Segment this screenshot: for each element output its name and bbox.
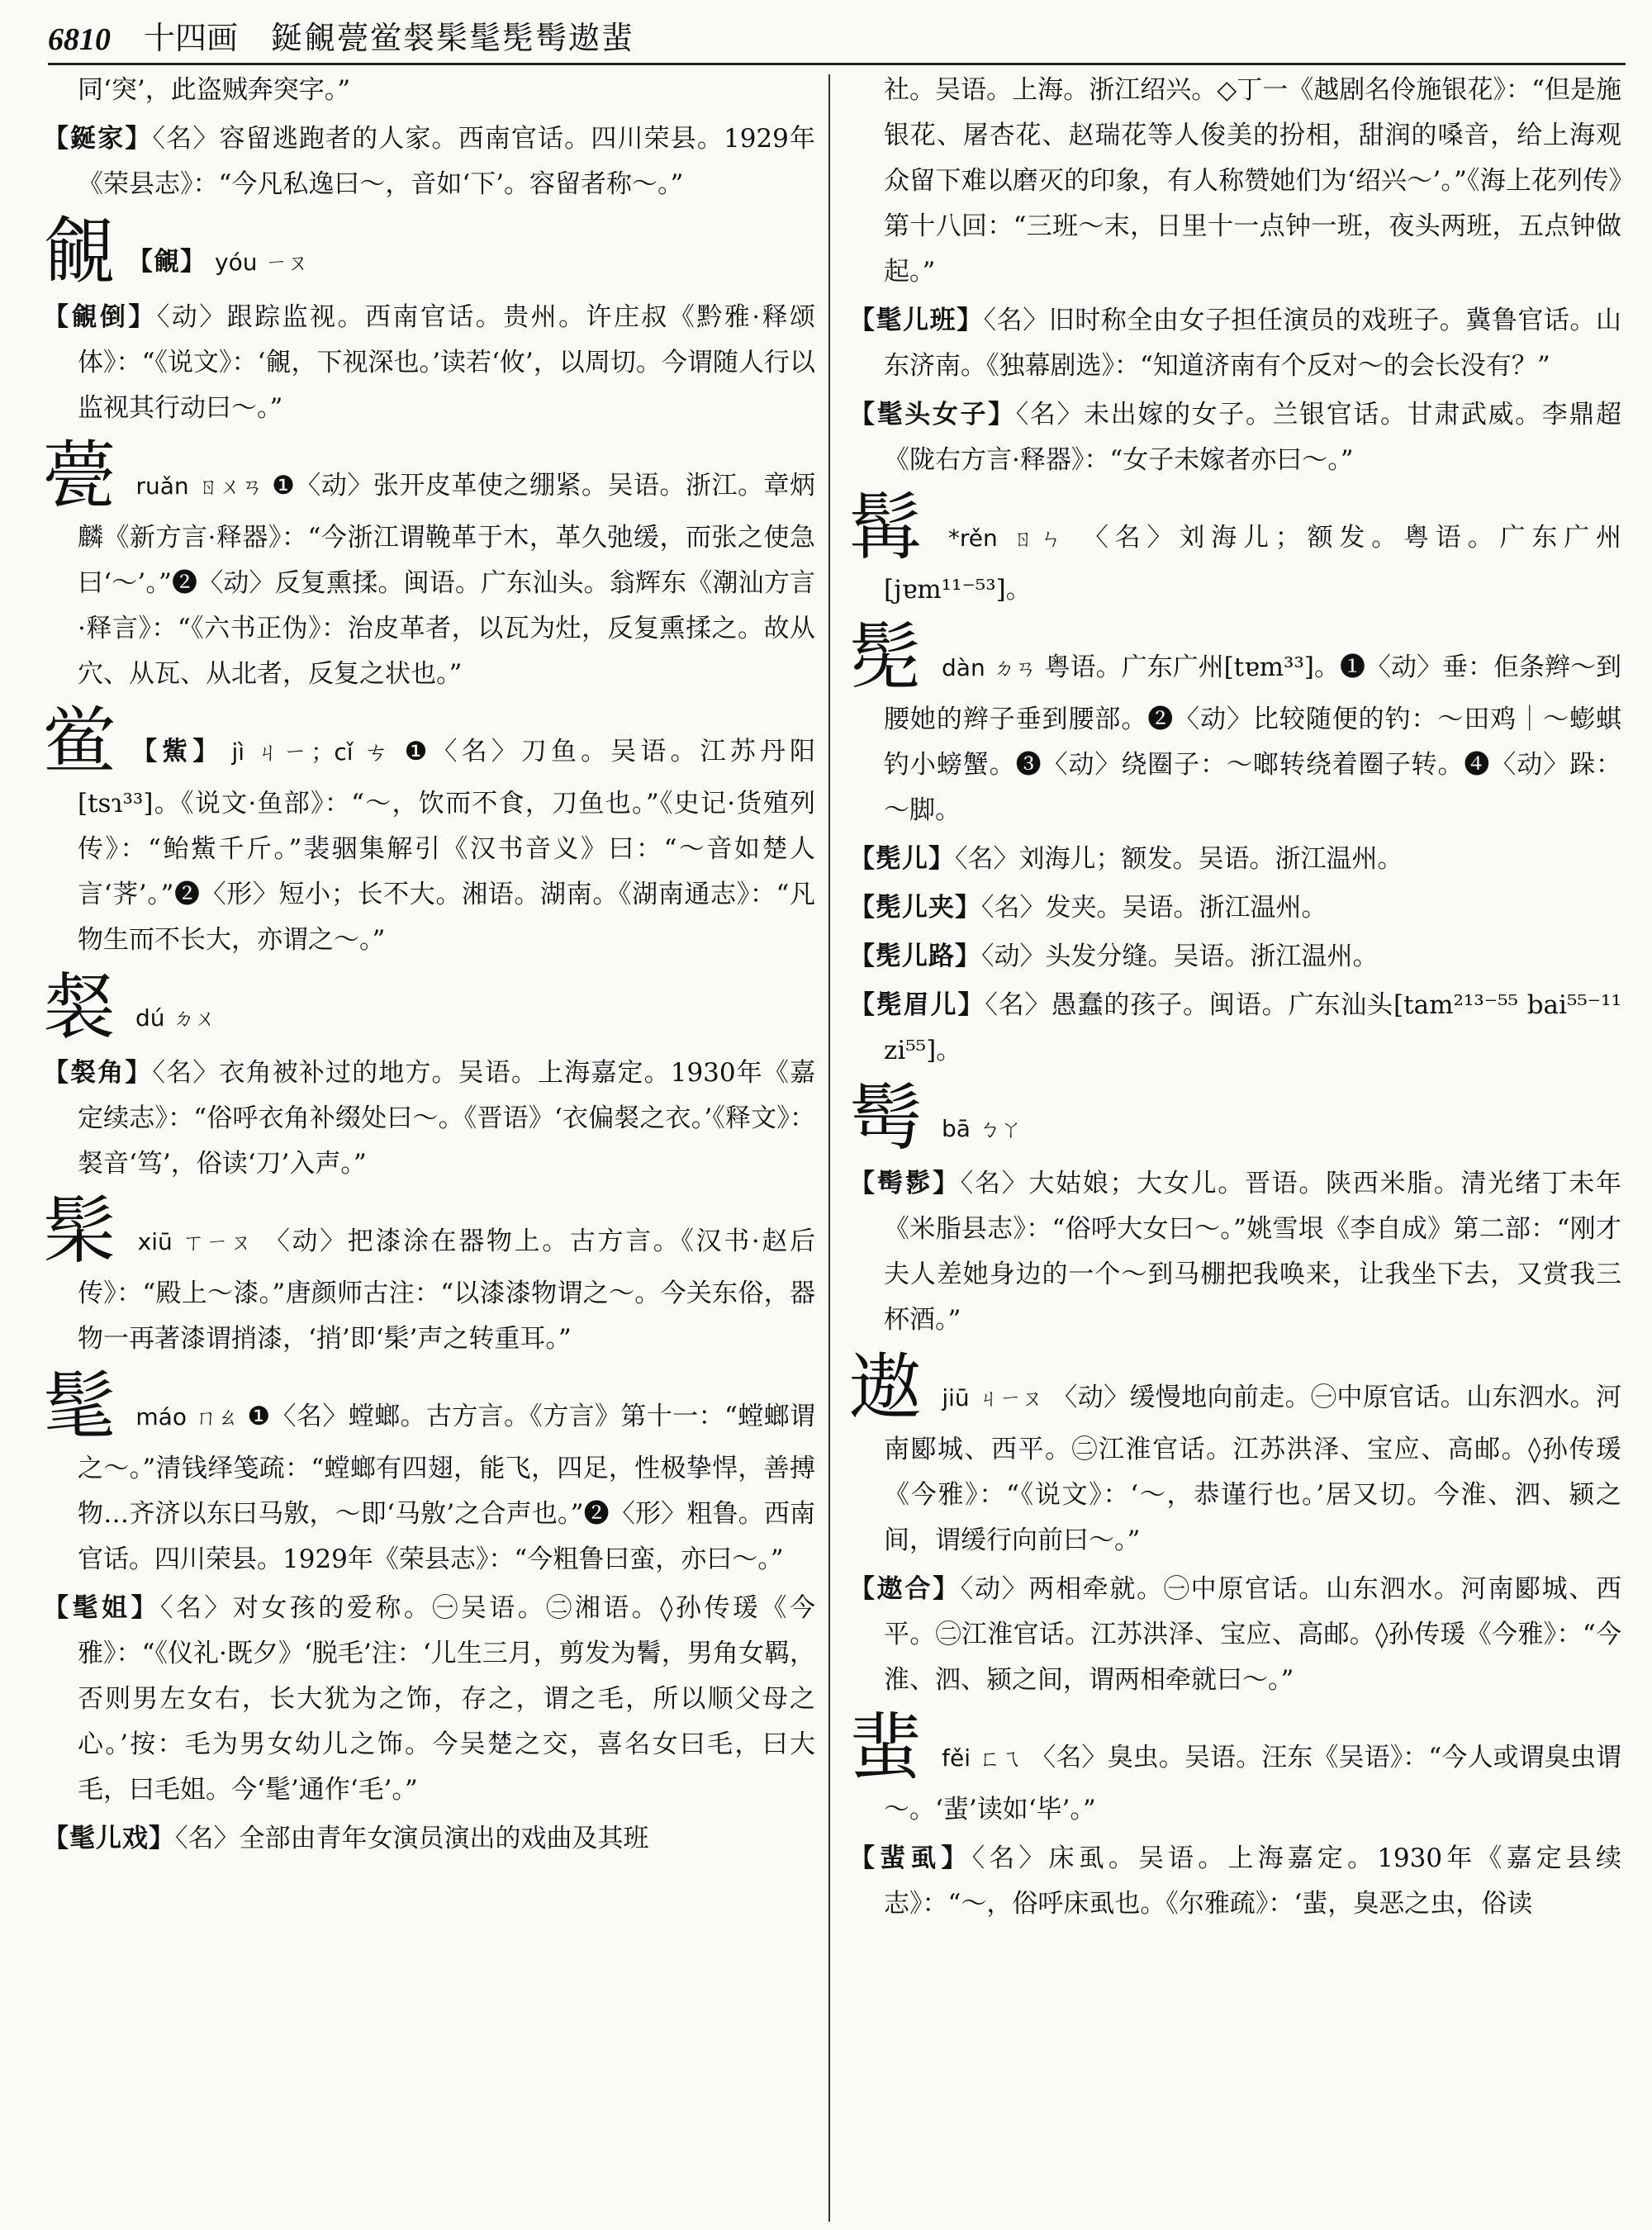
entry [849, 983, 1621, 1074]
entry-headword: 【髧儿路】 [849, 942, 981, 971]
continued-text: 社。吴语。上海。浙江绍兴。◇丁一《越剧名伶施银花》：“但是施银花、屠杏花、赵瑞花等人俊美的扮相，甜润的嗓音，给上海观众留下难以磨灭的印象，有人称赞她们为‘绍兴～’。”《海上花列传》第十八回：“三班～末，日里十一点钟一班，夜头两班，五点钟做起。” [884, 75, 1621, 287]
pinyin: *rěn [947, 524, 998, 552]
definition: 〈名〉刘海儿；额发。粤语。广东广州[jɐm¹¹⁻⁵³]。 [884, 523, 1621, 605]
headword-character: 蜚 [849, 1705, 923, 1790]
character-entry [849, 614, 1621, 833]
pinyin: fěi [942, 1744, 971, 1772]
character-entry [849, 1075, 1621, 1160]
page-header [48, 12, 1626, 65]
entry-body: 〈动〉头发分缝。吴语。浙江温州。 [981, 942, 1379, 971]
stroke-section: 十四画 [144, 20, 239, 56]
entry-headword: 【髦儿戏】 [43, 1824, 175, 1853]
headword-character: 鲎 [43, 699, 121, 784]
pinyin: dú [135, 1004, 165, 1032]
zhuyin: ㄈㄟ [978, 1747, 1023, 1772]
definition: 〈动〉缓慢地向前走。㊀中原官话。山东泗水。河南郾城、西平。㊁江淮官话。江苏洪泽、宝应、高邮。◊孙传瑗《今雅》：“《说文》：‘～，恭谨行也。’居又切。今淮、泗、颍之间，谓缓行向前曰～。” [884, 1383, 1621, 1555]
traditional-form: 【覦】 [127, 247, 207, 277]
entry-headword: 【髧儿夹】 [849, 893, 981, 923]
left-column [43, 68, 815, 2215]
entry-body: 〈名〉大姑娘；大女儿。晋语。陕西米脂。清光绪丁未年《米脂县志》：“俗呼大女曰～。”姚雪垠《李自成》第二部：“刚才夫人差她身边的一个～到马棚把我唤来，让我坐下去，又赏我三杯酒。” [884, 1169, 1621, 1335]
character-entry [43, 1364, 815, 1582]
headword-character: 髦 [43, 1364, 116, 1449]
entry-headword: 【髦姐】 [43, 1593, 160, 1623]
entry [43, 116, 815, 207]
entry-headword: 【蜚虱】 [849, 1843, 972, 1873]
zhuyin: ㄖㄣ [1005, 527, 1069, 552]
zhuyin: ㄅㄚ [978, 1117, 1022, 1142]
zhuyin: ㄉㄨ [173, 1007, 216, 1032]
pinyin: xiū [137, 1228, 173, 1255]
pinyin: jiū [942, 1384, 970, 1412]
character-entry [849, 1705, 1621, 1833]
entry-headword: 【裻角】 [43, 1058, 153, 1088]
definition: 〈动〉把漆涂在器物上。古方言。《汉书·赵后传》：“殿上～漆。”唐颜师古注：“以漆漆物谓之～。今关东俗，器物一再著漆谓捎漆，‘捎’即‘髤’声之转重耳。” [78, 1226, 815, 1354]
entry-headword: 【髦头女子】 [849, 400, 1016, 429]
character-entry [43, 699, 815, 963]
character-entry [849, 485, 1621, 613]
entry [849, 392, 1621, 483]
entry-headword: 【覦倒】 [43, 302, 157, 332]
entry [849, 837, 1621, 882]
headword-range: 鋋覦甍鲎裻髤髦髧髩遨蜚 [271, 20, 635, 56]
right-column [849, 68, 1621, 2215]
headword-character: 髤 [43, 1189, 118, 1274]
definition: ❶〈名〉刀鱼。吴语。江苏丹阳[tsɿ³³]。《说文·鱼部》：“～，饮而不食，刀鱼也。”《史记·货殖列传》：“鲐鮆千斤。”裴骃集解引《汉书音义》曰：“～音如楚人言‘荠’。”❷〈形〉短小；长不大。湘语。湖南。《湖南通志》：“凡物生而不长大，亦谓之～。” [78, 737, 815, 955]
character-entry [43, 965, 815, 1050]
character-entry [849, 1345, 1621, 1563]
entry-body: 〈名〉床虱。吴语。上海嘉定。1930年《嘉定县续志》：“～，俗呼床虱也。《尔雅疏》：‘蜚，臭恶之虫，俗读 [884, 1843, 1621, 1919]
entry-headword: 【髦儿班】 [849, 306, 984, 335]
entry [849, 934, 1621, 980]
entry [849, 1567, 1621, 1703]
entry-body: 〈名〉刘海儿；额发。吴语。浙江温州。 [955, 844, 1403, 874]
headword-character: 髯 [849, 485, 928, 570]
definition: ❶〈名〉螳螂。古方言。《方言》第十一：“螳螂谓之～。”清钱绎笺疏：“螳螂有四翅，能飞，四足，性极挚悍，善搏物…齐济以东曰马敫，～即‘马敫’之合声也。”❷〈形〉粗鲁。西南官话。四川荣县。1929年《荣县志》：“今粗鲁曰蛮，亦曰～。” [78, 1402, 815, 1574]
pinyin: bā [942, 1115, 971, 1142]
entry-headword: 【髧儿】 [849, 844, 955, 874]
headword-character: 髩 [849, 1075, 923, 1160]
entry [849, 1836, 1621, 1927]
definition: ❶〈动〉张开皮革使之绷紧。吴语。浙江。章炳麟《新方言·释器》：“今浙江谓鞔革于木，革久弛缓，而张之使急曰‘～’。”❷〈动〉反复熏揉。闽语。广东汕头。翁辉东《潮汕方言·释言》：“《六书正伪》：治皮革者，以瓦为灶，反复熏揉之。故从穴、从瓦、从北者，反复之状也。” [78, 471, 815, 689]
headword-character: 髧 [849, 614, 923, 700]
zhuyin: ㄧㄡ [265, 251, 309, 276]
entry-headword: 【鋋家】 [43, 124, 153, 154]
entry-body: 〈名〉容留逃跑者的人家。西南官话。四川荣县。1929年《荣县志》：“今凡私逸曰～，音如‘下’。容留者称～。” [78, 124, 815, 199]
character-entry [43, 209, 815, 294]
entry [849, 298, 1621, 389]
entry-headword: 【髧眉儿】 [849, 990, 985, 1020]
entry-body: 〈名〉旧时称全由女子担任演员的戏班子。冀鲁官话。山东济南。《独幕剧选》：“知道济南有个反对～的会长没有？” [884, 306, 1621, 381]
entry [849, 885, 1621, 931]
traditional-form: 【鮆】 [131, 737, 224, 766]
entry [43, 1051, 815, 1187]
entry-body: 〈名〉衣角被补过的地方。吴语。上海嘉定。1930年《嘉定续志》：“俗呼衣角补缀处曰～。《晋语》‘衣偏裻之衣。’《释文》：裻音‘笃’，俗读‘刀’入声。” [78, 1058, 815, 1179]
zhuyin: ㄖㄨㄢ [197, 475, 263, 500]
zhuyin: ㄐㄧㄡ [977, 1387, 1044, 1412]
entry-headword: 【遨合】 [849, 1574, 961, 1604]
entry-body: 〈名〉发夹。吴语。浙江温州。 [981, 893, 1327, 923]
definition: 〈名〉臭虫。吴语。汪东《吴语》：“今人或谓臭虫谓～。‘蜚’读如‘毕’。” [884, 1743, 1621, 1824]
headword-character: 裻 [43, 965, 116, 1050]
page-number: 6810 [48, 22, 111, 57]
headword-character: 甍 [43, 433, 116, 518]
entry [43, 295, 815, 431]
entry [43, 1816, 815, 1862]
entry [849, 1161, 1621, 1343]
character-entry [43, 1189, 815, 1362]
headword-character: 遨 [849, 1345, 923, 1430]
entry-headword: 【髩髿】 [849, 1169, 961, 1198]
pinyin: ruǎn [135, 472, 189, 500]
pinyin: máo [135, 1403, 187, 1431]
column-divider [828, 74, 830, 2222]
pinyin: yóu [215, 249, 258, 276]
continued-text: 同‘突’，此盗贼奔突字。” [78, 75, 351, 105]
entry-body: 〈动〉跟踪监视。西南官话。贵州。许庄叔《黔雅·释颂体》：“《说文》：‘覦，下视深也。’读若‘攸’，以周切。今谓随人行以监视其行动曰～。” [78, 302, 815, 423]
character-entry [43, 433, 815, 697]
entry-body: 〈名〉对女孩的爱称。㊀吴语。㊁湘语。◊孙传瑗《今雅》：“《仪礼·既夕》‘脱毛’注：‘儿生三月，剪发为鬌，男角女羁，否则男左女右，长大犹为之饰，存之，谓之毛，所以顺父母之心。’按：毛为男女幼儿之饰。今吴楚之交，喜名女曰毛，曰大毛，曰毛姐。今‘髦’通作‘毛’。” [78, 1593, 815, 1805]
definition: 粤语。广东广州[tɐm³³]。❶〈动〉垂：佢条辫～到腰她的辫子垂到腰部。❷〈动〉比较随便的钓：～田鸡｜～蟛蜞钓小螃蟹。❸〈动〉绕圈子：～啷转绕着圈子转。❹〈动〉跺：～脚。 [884, 652, 1621, 825]
headword-character: 覦 [43, 209, 116, 294]
entry [43, 1586, 815, 1813]
entry-body: 〈名〉愚蠢的孩子。闽语。广东汕头[tam²¹³⁻⁵⁵ bai⁵⁵⁻¹¹ zi⁵⁵]。 [884, 990, 1621, 1065]
zhuyin: ㄉㄢ [993, 657, 1037, 681]
entry-body: 〈名〉未出嫁的女子。兰银官话。甘肃武威。李鼎超《陇右方言·释器》：“女子未嫁者亦曰～。” [884, 400, 1621, 475]
pinyin: jì ㄐㄧ；cǐ ㄘ [231, 738, 392, 766]
entry-body: 〈名〉全部由青年女演员演出的戏曲及其班 [175, 1824, 649, 1853]
zhuyin: ㄇㄠ [194, 1406, 240, 1431]
zhuyin: ㄒㄧㄡ [180, 1231, 254, 1255]
entry-body: 〈动〉两相牵就。㊀中原官话。山东泗水。河南郾城、西平。㊁江淮官话。江苏洪泽、宝应、高邮。◊孙传瑗《今雅》：“今淮、泗、颍之间，谓两相牵就曰～。” [884, 1574, 1621, 1695]
pinyin: dàn [942, 654, 985, 681]
